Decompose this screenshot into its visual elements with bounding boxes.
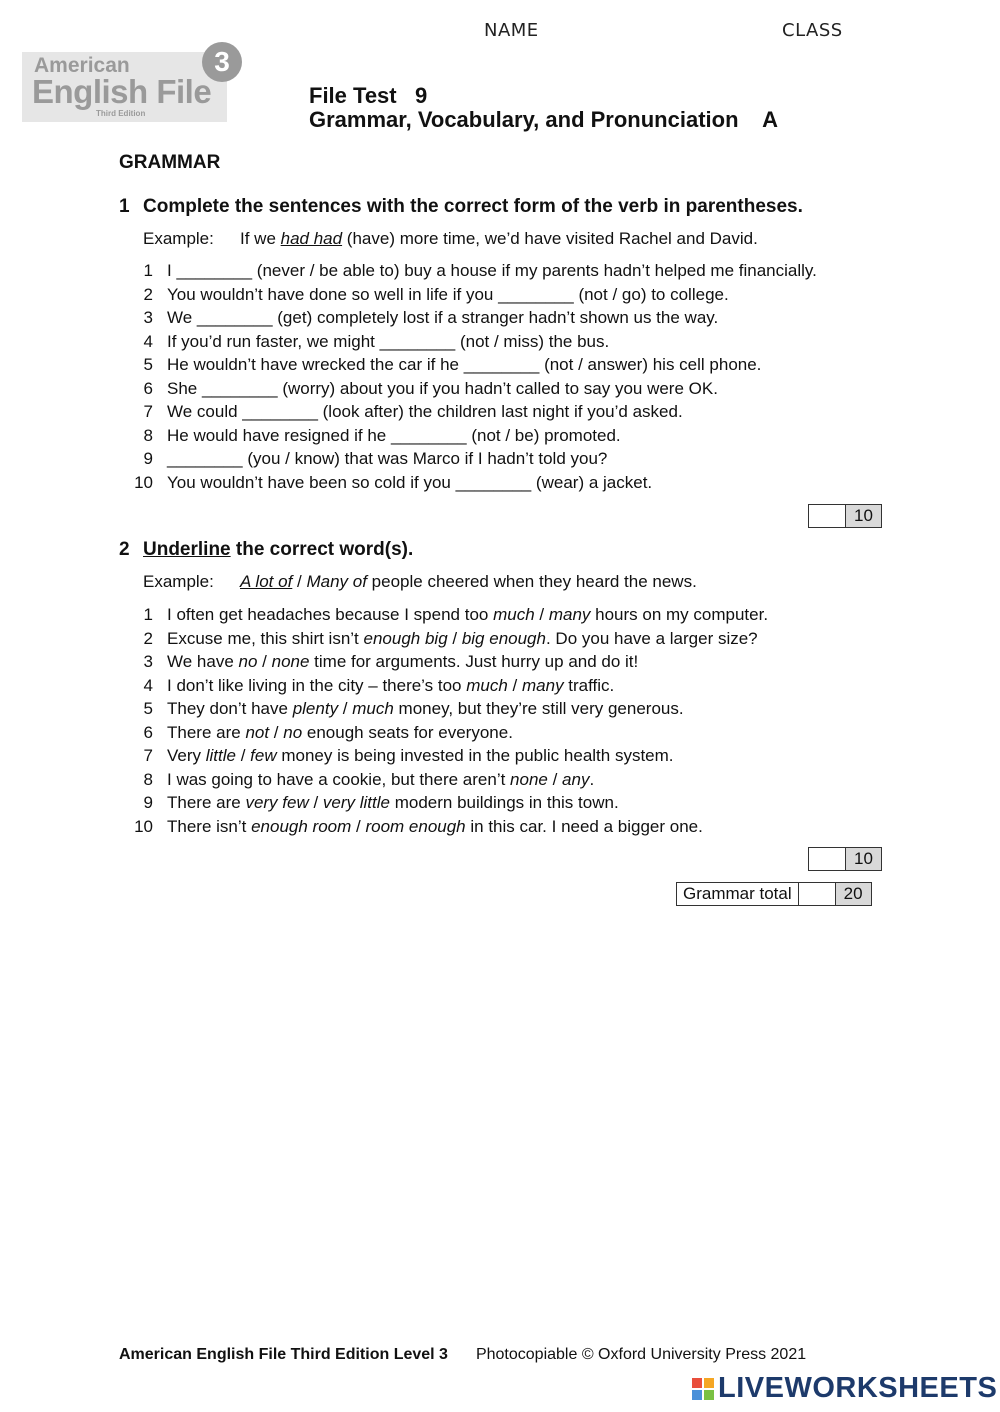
option-b[interactable]: any	[562, 769, 590, 789]
option-a[interactable]: very few	[245, 793, 309, 812]
list-item	[119, 259, 899, 283]
item-number: 5	[143, 355, 153, 374]
item-number: 7	[143, 746, 153, 765]
item-post: modern buildings in this town.	[389, 793, 619, 812]
grammar-total-max: 20	[836, 883, 871, 905]
item-text: If you’d run faster, we might ________ (not / miss) the bus.	[167, 331, 610, 351]
grammar-total-box	[676, 882, 872, 906]
exercise-2-example	[143, 572, 697, 592]
score-input[interactable]	[809, 848, 846, 870]
option-b[interactable]: many	[522, 675, 564, 695]
liveworksheets-icon	[692, 1378, 714, 1400]
item-pre: We have	[167, 652, 239, 671]
item-number: 8	[143, 425, 153, 445]
item-number: 4	[143, 331, 153, 351]
option-a[interactable]: not	[245, 722, 270, 742]
item-pre: They don’t have	[167, 699, 293, 718]
example-option-2: Many of	[306, 572, 367, 591]
item-pre: I was going to have a cookie, but there aren’t	[167, 769, 511, 789]
list-item	[119, 424, 899, 448]
item-post: money, but they’re still very generous.	[393, 699, 684, 718]
item-post: . Do you have a larger size?	[545, 628, 758, 648]
option-b[interactable]: big enough	[461, 628, 546, 648]
score-max: 10	[846, 505, 881, 527]
item-text: He would have resigned if he ________ (not / be) promoted.	[167, 425, 621, 445]
item-post: .	[589, 769, 595, 789]
section-heading: GRAMMAR	[119, 152, 221, 173]
instruction-text: Complete the sentences with the correct form of the verb in parentheses.	[143, 196, 803, 217]
test-subtitle: Grammar, Vocabulary, and Pronunciation A	[309, 107, 779, 132]
example-post: people cheered when they heard the news.	[366, 572, 697, 591]
liveworksheets-watermark	[692, 1372, 997, 1405]
list-item: 6 There are not / no enough seats for everyone.	[119, 721, 899, 745]
list-item: 8 I was going to have a cookie, but there aren’t none / any.	[119, 768, 899, 792]
list-item	[119, 471, 899, 495]
grammar-total-label: Grammar total	[676, 882, 798, 906]
item-number: 8	[143, 769, 153, 789]
class-label: CLASS	[782, 20, 843, 41]
option-b[interactable]: much	[352, 699, 394, 718]
item-pre: There are	[167, 722, 246, 742]
item-text: You wouldn’t have been so cold if you ________ (wear) a jacket.	[167, 472, 653, 492]
option-a[interactable]: no	[238, 652, 258, 671]
exercise-1-example	[143, 229, 758, 249]
item-text: I ________ (never / be able to) buy a house if my parents hadn’t helped me financially.	[167, 261, 817, 280]
example-label: Example:	[143, 572, 214, 591]
list-item	[119, 400, 899, 424]
item-text: We ________ (get) completely lost if a stranger hadn’t shown us the way.	[167, 308, 719, 327]
option-a[interactable]: plenty	[292, 699, 339, 718]
list-item: 5 They don’t have plenty / much money, but they’re still very generous.	[119, 697, 899, 721]
item-number: 3	[143, 308, 153, 327]
instruction-text: the correct word(s).	[230, 539, 414, 560]
logo-level-badge: 3	[202, 42, 242, 82]
option-a[interactable]: enough room	[251, 816, 352, 836]
list-item	[119, 353, 899, 377]
logo-line1: American	[34, 54, 130, 77]
option-b[interactable]: no	[283, 722, 303, 742]
item-number: 4	[143, 675, 153, 695]
option-a[interactable]: none	[510, 769, 548, 789]
item-number: 7	[143, 402, 153, 421]
exercise-1-list	[119, 259, 899, 494]
exercise-number: 1	[119, 196, 130, 217]
list-item: 3 We have no / none time for arguments. Just hurry up and do it!	[119, 650, 899, 674]
example-answer: had had	[280, 229, 343, 248]
list-item	[119, 306, 899, 330]
item-number: 3	[143, 652, 153, 671]
item-text: She ________ (worry) about you if you hadn’t called to say you were OK.	[167, 378, 718, 398]
item-pre: Excuse me, this shirt isn’t	[167, 628, 364, 648]
instruction-underlined: Underline	[143, 539, 231, 560]
example-separator: /	[292, 572, 307, 591]
example-option-1: A lot of	[240, 572, 293, 591]
option-b[interactable]: very little	[322, 793, 390, 812]
option-a[interactable]: much	[493, 605, 535, 624]
example-label: Example:	[143, 229, 214, 248]
item-number: 1	[143, 605, 153, 624]
item-post: money is being invested in the public health system.	[276, 746, 674, 765]
option-b[interactable]: none	[271, 652, 310, 671]
watermark-text: LIVEWORKSHEETS	[718, 1372, 998, 1404]
list-item	[119, 447, 899, 471]
item-number: 6	[143, 722, 153, 742]
item-number: 10	[134, 816, 153, 836]
option-b[interactable]: few	[250, 746, 277, 765]
item-number: 2	[143, 628, 153, 648]
option-b[interactable]: room enough	[365, 816, 466, 836]
test-title: File Test 9	[309, 83, 428, 108]
exercise-1-score-box	[808, 504, 882, 528]
item-post: in this car. I need a bigger one.	[465, 816, 703, 836]
item-pre: I often get headaches because I spend too	[167, 605, 494, 624]
grammar-total-input[interactable]	[799, 883, 836, 905]
item-number: 2	[143, 284, 153, 304]
footer	[119, 1346, 806, 1364]
list-item	[119, 377, 899, 401]
item-number: 9	[143, 793, 153, 812]
item-pre: There isn’t	[167, 816, 252, 836]
footer-book-title: American English File Third Edition Level 3	[119, 1346, 448, 1363]
list-item: 4 I don’t like living in the city – there’s too much / many traffic.	[119, 674, 899, 698]
item-number: 1	[143, 261, 153, 280]
score-max: 10	[846, 848, 881, 870]
item-post: enough seats for everyone.	[302, 722, 513, 742]
list-item	[119, 330, 899, 354]
item-number: 9	[143, 449, 153, 468]
logo-edition: Third Edition	[96, 109, 146, 118]
name-label: NAME	[484, 20, 539, 41]
item-text: You wouldn’t have done so well in life if you ________ (not / go) to college.	[167, 284, 729, 304]
item-number: 6	[143, 378, 153, 398]
option-b[interactable]: many	[548, 605, 591, 624]
list-item	[119, 283, 899, 307]
item-post: traffic.	[563, 675, 615, 695]
example-pre: If we	[240, 229, 281, 248]
footer-copyright: Photocopiable © Oxford University Press 2021	[475, 1346, 807, 1363]
list-item: 2 Excuse me, this shirt isn’t enough big / big enough. Do you have a larger size?	[119, 627, 899, 651]
item-text: ________ (you / know) that was Marco if I hadn’t told you?	[167, 449, 608, 468]
item-pre: There are	[167, 793, 246, 812]
item-post: hours on my computer.	[590, 605, 769, 624]
exercise-1-instruction	[119, 196, 803, 218]
item-post: time for arguments. Just hurry up and do it!	[309, 652, 639, 671]
item-text: He wouldn’t have wrecked the car if he ________ (not / answer) his cell phone.	[167, 355, 762, 374]
option-a[interactable]: little	[205, 746, 236, 765]
score-input[interactable]	[809, 505, 846, 527]
exercise-2-instruction	[119, 539, 413, 561]
item-pre: Very	[167, 746, 206, 765]
list-item: 10 There isn’t enough room / room enough in this car. I need a bigger one.	[119, 815, 899, 839]
option-a[interactable]: enough big	[363, 628, 448, 648]
item-text: We could ________ (look after) the children last night if you’d asked.	[167, 402, 683, 421]
item-pre: I don’t like living in the city – there’s too	[167, 675, 467, 695]
exercise-2-list	[119, 603, 899, 838]
logo-line2: English File	[32, 73, 212, 110]
list-item: 1 I often get headaches because I spend too much / many hours on my computer.	[119, 603, 899, 627]
example-post: (have) more time, we’d have visited Rachel and David.	[342, 229, 758, 248]
exercise-2-score-box	[808, 847, 882, 871]
list-item: 9 There are very few / very little modern buildings in this town.	[119, 791, 899, 815]
item-number: 5	[143, 699, 153, 718]
option-a[interactable]: much	[466, 675, 508, 695]
item-number: 10	[134, 472, 153, 492]
exercise-number: 2	[119, 539, 130, 560]
list-item: 7 Very little / few money is being invested in the public health system.	[119, 744, 899, 768]
